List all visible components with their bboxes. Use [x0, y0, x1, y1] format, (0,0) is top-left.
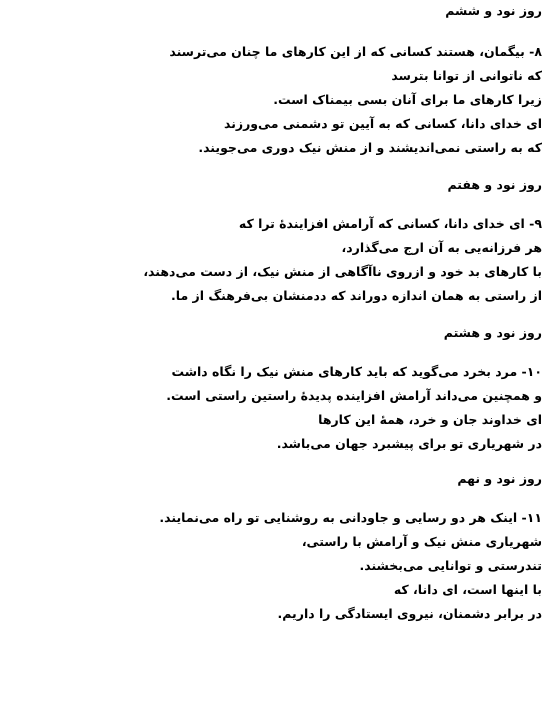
verse-line: تندرستی و توانایی می‌بخشند. [359, 558, 542, 573]
day-section [12, 176, 542, 308]
verse-line: ۱۰- مرد بخرد می‌گوید که باید کارهای منش نیک را نگاه داشت [171, 364, 542, 379]
verse-line: که به راستی نمی‌اندیشند و از منش نیک دوری می‌جویند. [198, 140, 542, 155]
verse-line: هر فرزانه‌یی به آن ارج می‌گذارد، [341, 240, 542, 255]
verse-line: در شهریاری تو برای پیشبرد جهان می‌باشد. [276, 436, 542, 451]
day-heading: روز نود و هفتم [447, 177, 542, 192]
verse-line: ۱۱- اینک هر دو رسایی و جاودانی به روشنایی تو راه می‌نمایند. [159, 510, 542, 525]
verse-line: از راستی به همان اندازه دوراند که ددمنشان بی‌فرهنگ از ما. [171, 288, 542, 303]
verse-line: و همچنین می‌داند آرامش افزاینده پدیدهٔ راستین راستی است. [166, 388, 542, 403]
verse-line: با کارهای بد خود و ازروی ناآگاهی از منش نیک، از دست می‌دهند، [143, 264, 542, 279]
day-heading: روز نود و نهم [457, 471, 542, 486]
day-heading: روز نود و هشتم [443, 325, 542, 340]
verse-line: که ناتوانی از توانا بترسد [391, 68, 542, 83]
verse-paragraph [12, 360, 542, 456]
verse-paragraph [12, 40, 542, 160]
verse-line: ای خداوند جان و خرد، همهٔ این کارها [318, 412, 542, 427]
day-section [12, 470, 542, 626]
verse-line: با اینها است، ای دانا، که [393, 582, 542, 597]
verse-line: ای خدای دانا، کسانی که به آیین تو دشمنی می‌ورزند [223, 116, 542, 131]
verse-line: ۸- بیگمان، هستند کسانی که از این کارهای ما چنان می‌ترسند [169, 44, 542, 59]
verse-line: در برابر دشمنان، نیروی ایستادگی را داریم. [277, 606, 542, 621]
verse-line: شهریاری منش نیک و آرامش با راستی، [301, 534, 542, 549]
verse-line: ۹- ای خدای دانا، کسانی که آرامش افزایندهٔ ترا که [238, 216, 542, 231]
verse-line: زیرا کارهای ما برای آنان بسی بیمناک است. [273, 92, 542, 107]
day-heading: روز نود و ششم [445, 3, 542, 18]
verse-paragraph [12, 506, 542, 626]
day-section [12, 2, 542, 160]
day-section [12, 324, 542, 456]
verse-paragraph [12, 212, 542, 308]
